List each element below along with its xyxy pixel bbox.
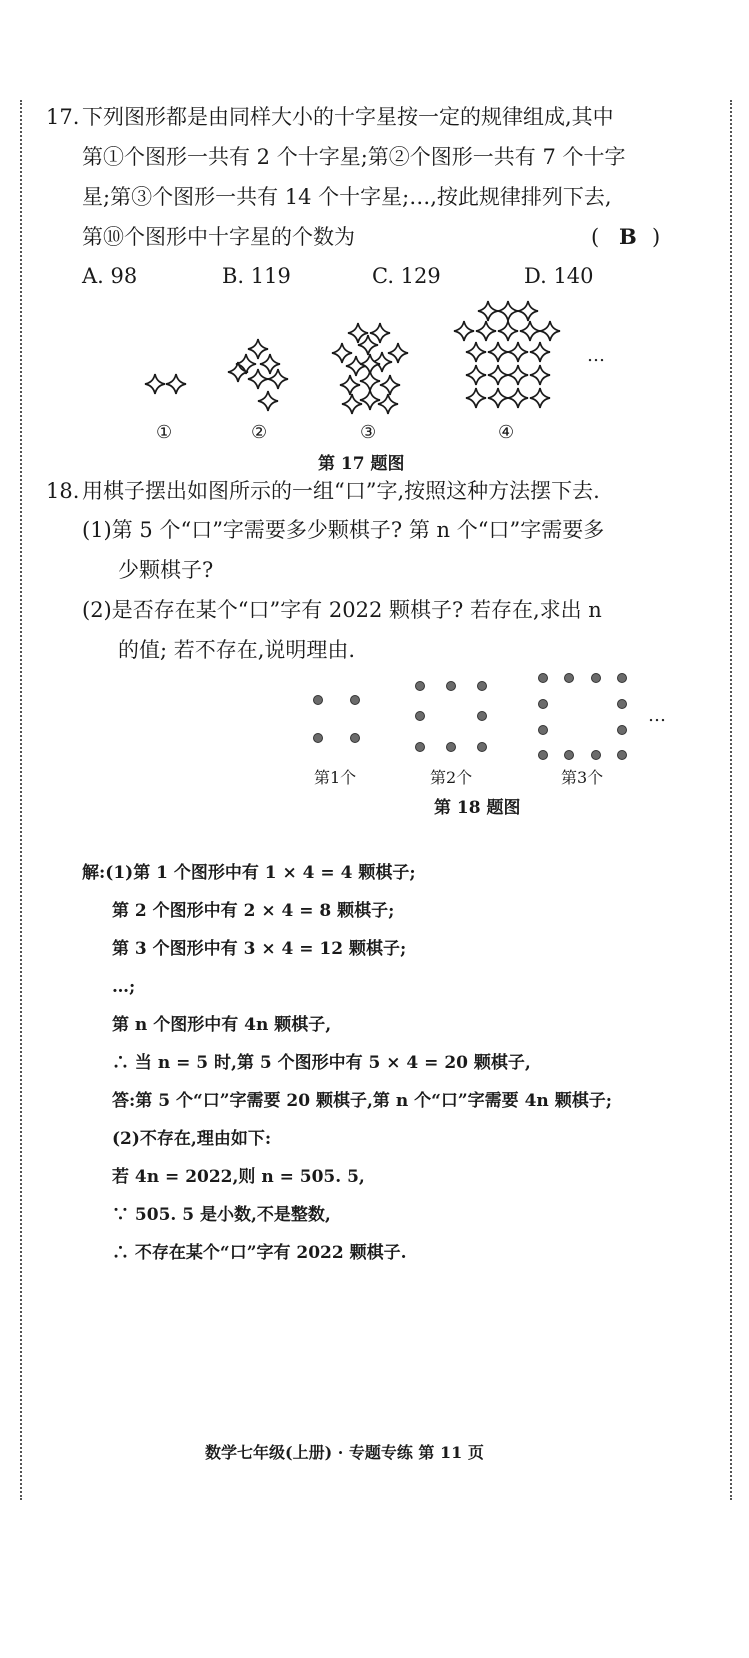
q17-option-b: B. 119 <box>222 264 291 288</box>
q17-fig-label-3: ③ <box>360 422 377 443</box>
q17-number: 17. <box>46 105 80 129</box>
solution-line-11: ∴ 不存在某个“口”字有 2022 颗棋子. <box>112 1243 407 1263</box>
star-icon <box>530 388 550 408</box>
star-icon <box>488 365 508 385</box>
star-icon <box>248 369 268 389</box>
q17-fig-ellipsis: … <box>587 345 605 366</box>
q18-part1-line1: (1)第 5 个“口”字需要多少颗棋子? 第 n 个“口”字需要多 <box>82 518 605 542</box>
q18-caption: 第 18 题图 <box>434 798 521 818</box>
solution-line-8: (2)不存在,理由如下: <box>112 1129 272 1149</box>
q17-line1: 下列图形都是由同样大小的十字星按一定的规律组成,其中 <box>82 105 614 129</box>
q17-answer: B <box>619 224 637 249</box>
star-icon <box>498 321 518 341</box>
star-icon <box>466 365 486 385</box>
star-icon <box>360 354 380 374</box>
star-icon <box>332 343 352 363</box>
q17-caption: 第 17 题图 <box>318 454 405 474</box>
star-icon <box>466 388 486 408</box>
q17-option-d: D. 140 <box>524 264 594 288</box>
figure-4-stars <box>454 301 560 408</box>
star-icon <box>508 388 528 408</box>
solution-line-3: 第 3 个图形中有 3 × 4 = 12 颗棋子; <box>112 939 407 959</box>
solution-line-2: 第 2 个图形中有 2 × 4 = 8 颗棋子; <box>112 901 395 921</box>
star-icon <box>166 374 186 394</box>
star-icon <box>518 301 538 321</box>
star-icon <box>340 375 360 395</box>
q18-fig-label-1: 第1个 <box>314 768 357 787</box>
star-icon <box>346 356 366 376</box>
q18-part1-line2: 少颗棋子? <box>118 558 214 582</box>
page-footer: 数学七年级(上册) · 专题专练 第 11 页 <box>205 1443 484 1462</box>
q17-fig-label-4: ④ <box>498 422 515 443</box>
q18-fig-ellipsis: … <box>648 705 666 726</box>
q18-number: 18. <box>46 479 80 503</box>
q18-part2-line1: (2)是否存在某个“口”字有 2022 颗棋子? 若存在,求出 n <box>82 598 602 622</box>
star-icon <box>388 343 408 363</box>
star-icon <box>488 342 508 362</box>
star-icon <box>145 374 165 394</box>
q17-line4: 第⑩个图形中十字星的个数为 <box>82 225 355 249</box>
q17-option-a: A. 98 <box>82 264 138 288</box>
star-icon <box>342 394 362 414</box>
q17-option-c: C. 129 <box>372 264 441 288</box>
star-icon <box>378 394 398 414</box>
q18-line1: 用棋子摆出如图所示的一组“口”字,按照这种方法摆下去. <box>82 479 600 503</box>
star-icon <box>454 321 474 341</box>
solution-line-4: …; <box>112 977 136 997</box>
star-icon <box>478 301 498 321</box>
solution-line-1: 解:(1)第 1 个图形中有 1 × 4 = 4 颗棋子; <box>82 863 416 883</box>
q17-fig-label-1: ① <box>156 422 173 443</box>
star-icon <box>248 339 268 359</box>
q18-part2-line2: 的值; 若不存在,说明理由. <box>118 638 356 662</box>
solution-line-7: 答:第 5 个“口”字需要 20 颗棋子,第 n 个“口”字需要 4n 颗棋子; <box>112 1091 612 1111</box>
solution-line-6: ∴ 当 n = 5 时,第 5 个图形中有 5 × 4 = 20 颗棋子, <box>112 1053 531 1073</box>
star-icon <box>370 323 390 343</box>
star-icon <box>530 365 550 385</box>
q17-paren-open: ( <box>591 225 600 249</box>
q18-dot-figures <box>314 674 627 760</box>
star-icon <box>360 390 380 410</box>
star-icon <box>476 321 496 341</box>
star-icon <box>380 375 400 395</box>
figure-3-stars <box>332 323 408 414</box>
q17-paren-close: ) <box>652 225 661 249</box>
solution-line-5: 第 n 个图形中有 4n 颗棋子, <box>112 1015 332 1035</box>
star-icon <box>466 342 486 362</box>
q18-fig-label-2: 第2个 <box>430 768 473 787</box>
figure-2-stars <box>228 339 288 411</box>
star-icon <box>348 323 368 343</box>
star-icon <box>530 342 550 362</box>
solution-line-10: ∵ 505. 5 是小数,不是整数, <box>112 1205 331 1225</box>
star-icon <box>508 342 528 362</box>
star-icon <box>358 335 378 355</box>
star-icon <box>498 301 518 321</box>
star-icon <box>520 321 540 341</box>
star-icon <box>258 391 278 411</box>
star-icon <box>488 388 508 408</box>
star-icon <box>508 365 528 385</box>
solution-line-9: 若 4n = 2022,则 n = 505. 5, <box>112 1167 365 1187</box>
q17-fig-label-2: ② <box>251 422 268 443</box>
q18-fig-label-3: 第3个 <box>561 768 604 787</box>
q17-line3: 星;第③个图形一共有 14 个十字星;…,按此规律排列下去, <box>82 185 612 209</box>
star-icon <box>540 321 560 341</box>
q17-line2: 第①个图形一共有 2 个十字星;第②个图形一共有 7 个十字 <box>82 145 626 169</box>
